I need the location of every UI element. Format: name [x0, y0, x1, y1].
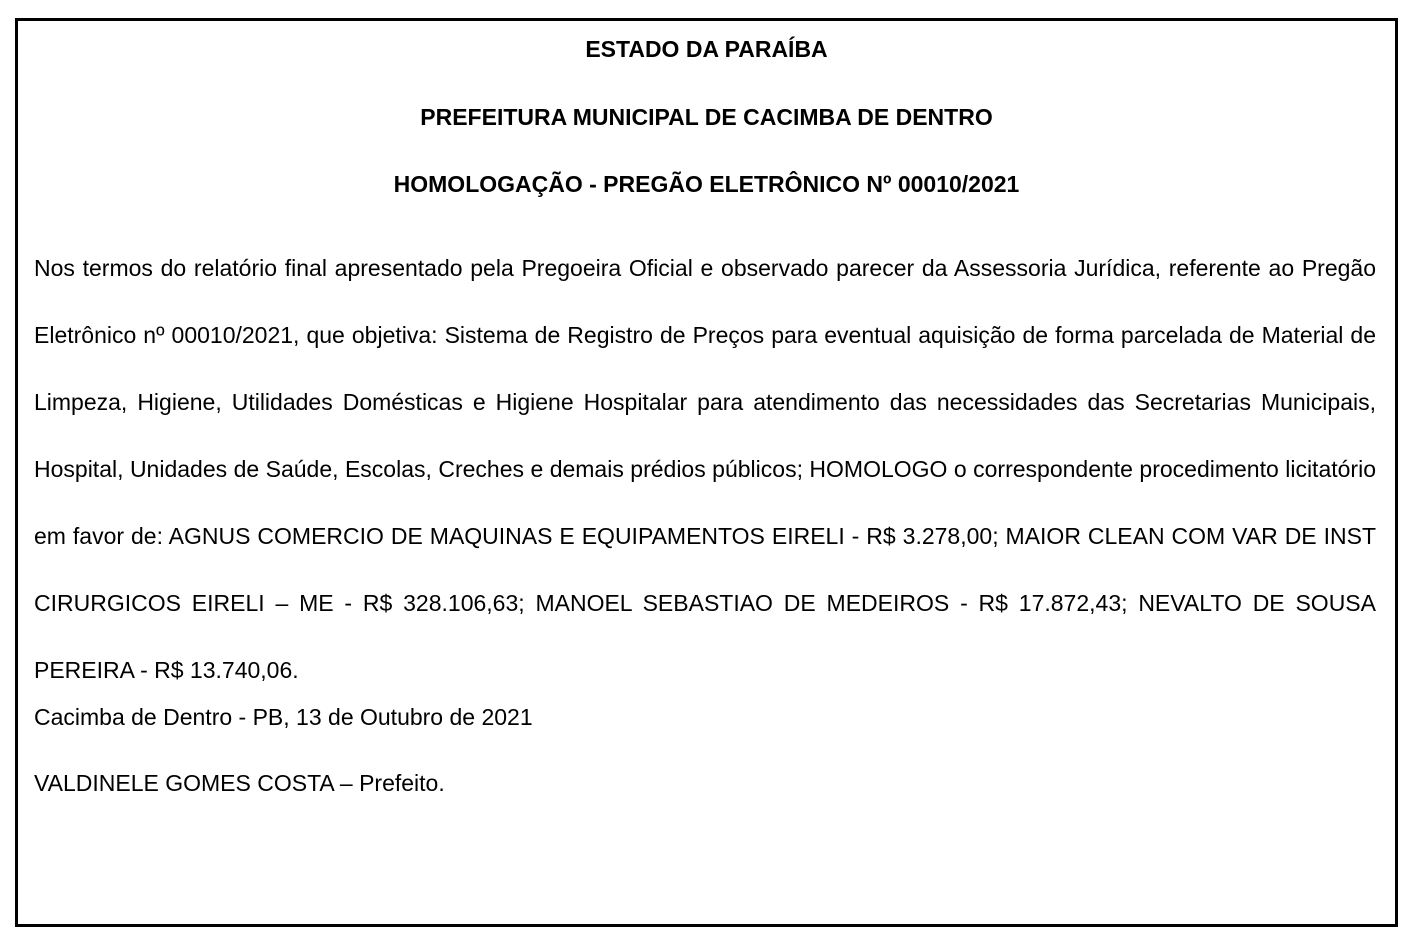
- signature-line: VALDINELE GOMES COSTA – Prefeito.: [34, 770, 445, 796]
- date-line: Cacimba de Dentro - PB, 13 de Outubro de 2021: [34, 704, 533, 730]
- notice-title: HOMOLOGAÇÃO - PREGÃO ELETRÔNICO Nº 00010/2021: [393, 171, 1020, 197]
- notice-frame: [15, 18, 1398, 927]
- notice-body: Nos termos do relatório final apresentado pela Pregoeira Oficial e observado parecer da Assessoria Jurídica, referente ao Pregão Eletrônico nº 00010/2021, que objetiva: Sistema de Registro de Preços para eventual aquisição de forma parcelada de Material de Limpeza, Higiene, Utilidades Domésticas e Higiene Hospitalar para atendimento das necessidades das Secretarias Municipais, Hospital, Unidades de Saúde, Escolas, Creches e demais prédios públicos; HOMOLOGO o correspondente procedimento licitatório em favor de: AGNUS COMERCIO DE MAQUINAS E EQUIPAMENTOS EIRELI - R$ 3.278,00; MAIOR CLEAN COM VAR DE INST CIRURGICOS EIRELI – ME - R$ 328.106,63; MANOEL SEBASTIAO DE MEDEIROS - R$ 17.872,43; NEVALTO DE SOUSA PEREIRA - R$ 13.740,06.: [34, 255, 1376, 683]
- municipality-heading: PREFEITURA MUNICIPAL DE CACIMBA DE DENTRO: [420, 104, 993, 130]
- state-heading: ESTADO DA PARAÍBA: [585, 36, 828, 62]
